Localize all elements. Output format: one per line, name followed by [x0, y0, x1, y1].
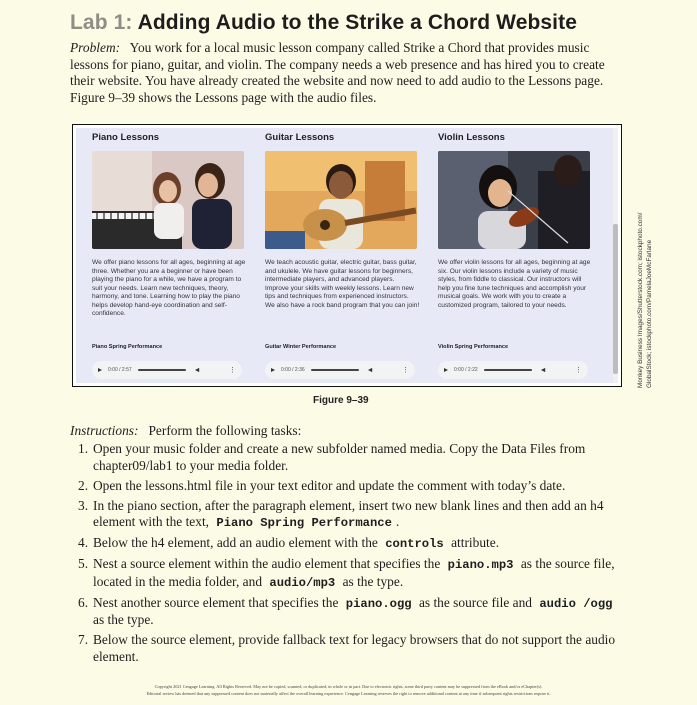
step-text [93, 478, 618, 495]
volume-icon[interactable]: ◄ [193, 366, 201, 374]
step-number: 4. [78, 535, 89, 551]
step-text-part: attribute. [451, 535, 500, 551]
performance-heading: Piano Spring Performance [92, 344, 163, 350]
step-item [78, 595, 618, 629]
step-number: 1. [78, 441, 89, 456]
step-text-part: as the source file, located in the media folder, and [93, 556, 615, 589]
step-text-part: as the type. [93, 612, 154, 628]
step-number: 7. [78, 632, 89, 648]
step-text-part: Nest another source element that specifies the [93, 594, 339, 610]
volume-icon[interactable]: ◄ [539, 366, 547, 374]
step-text-part: as the type. [342, 573, 404, 589]
step-text-part: Below the source element, provide fallback text for legacy browsers that do not support the audio element. [93, 632, 616, 664]
step-item [78, 556, 618, 591]
step-text [93, 556, 618, 591]
step-item [78, 498, 618, 532]
step-number: 3. [78, 497, 89, 513]
code-snippet: audio /ogg [539, 596, 613, 611]
step-text [93, 632, 618, 665]
scrollbar[interactable] [613, 128, 618, 383]
step-text-part: Open the lessons.html file in your text editor and update the comment with today’s date. [93, 477, 566, 493]
scrollbar-thumb[interactable] [613, 224, 618, 374]
performance-heading: Guitar Winter Performance [265, 344, 337, 350]
violin-lesson-photo [438, 151, 590, 249]
code-snippet: piano.mp3 [447, 558, 514, 573]
guitar-lesson-photo [265, 151, 417, 249]
audio-progress-track[interactable] [311, 369, 359, 371]
figure-screenshot [72, 124, 622, 387]
step-text-part: In the piano section, after the paragraph element, insert two new blank lines and then add an h4 element with the text, [93, 497, 604, 530]
step-text [93, 595, 618, 629]
instructions-text: Perform the following tasks: [148, 423, 302, 438]
photo-credit [637, 168, 654, 388]
section-description: We teach acoustic guitar, electric guitar, bass guitar, and ukulele. We have guitar lessons for beginners, intermediate players, and advanced players. Improve your skills with weekly lessons. Learn new tips and techniques from experienced instructors. We also have a rock band program that you can join! [265, 259, 420, 309]
step-text-part: as the source file and [418, 594, 532, 610]
play-icon[interactable] [271, 368, 275, 372]
step-text-part: Below the h4 element, add an audio element with the [93, 535, 378, 551]
section-heading: Violin Lessons [438, 132, 505, 143]
guitar-lessons-section [265, 128, 420, 383]
lab-number: Lab 1: [70, 11, 133, 34]
audio-time: 0:00 / 2:57 [108, 367, 132, 373]
audio-time: 0:00 / 2:22 [454, 367, 478, 373]
play-icon[interactable] [444, 368, 448, 372]
audio-player[interactable] [265, 361, 415, 379]
step-text [93, 441, 618, 474]
instruction-steps [78, 441, 618, 669]
more-options-icon[interactable]: ⋮ [575, 366, 582, 374]
problem-text: You work for a local music lesson company called Strike a Chord that provides music lessons for piano, guitar, and violin. The company needs a web presence and has hired you to create their website. You have already created the website and now need to add audio to the Lessons page. Figure 9–39 shows the Lessons page with the audio files. [70, 40, 605, 105]
step-text-part: Nest a source element within the audio element that specifies the [93, 556, 441, 572]
step-text-part: Open your music folder and create a new subfolder named media. Copy the Data Files from chapter09/lab1 to your media folder. [93, 441, 586, 473]
instructions-label: Instructions: [70, 423, 139, 438]
code-snippet: piano.ogg [345, 596, 412, 611]
lab-title [70, 11, 577, 35]
audio-time: 0:00 / 2:36 [281, 367, 305, 373]
piano-lessons-section [92, 128, 247, 383]
step-text [93, 498, 618, 532]
step-item [78, 632, 618, 665]
figure-caption: Figure 9–39 [313, 395, 369, 406]
more-options-icon[interactable]: ⋮ [229, 366, 236, 374]
audio-player[interactable] [438, 361, 588, 379]
code-snippet: controls [385, 537, 444, 552]
section-heading: Piano Lessons [92, 132, 160, 143]
section-description: We offer violin lessons for all ages, beginning at age six. Our violin lessons include a variety of music styles, from fiddle to classical. Our instructors will help you fine tune techniques and accomplish your musical goals. We work with you to create a customized program, tailored to your needs. [438, 259, 591, 309]
code-snippet: audio/mp3 [269, 575, 336, 590]
step-text [93, 535, 618, 553]
credit-line: Monkey Business Images/Shutterstock.com; istockphoto.com/ [637, 212, 644, 388]
problem-label: Problem: [70, 40, 121, 55]
play-icon[interactable] [98, 368, 102, 372]
instructions-intro [70, 423, 301, 439]
code-snippet: Piano Spring Performance [216, 516, 392, 531]
section-heading: Guitar Lessons [265, 132, 335, 143]
performance-heading: Violin Spring Performance [438, 344, 509, 350]
credit-line: GlobalStock; istockphoto.com/PamelaJoeMcFarlane [645, 239, 653, 388]
problem-statement [70, 40, 630, 106]
step-item [78, 535, 618, 553]
copyright-line: Editorial review has deemed that any suppressed content does not materially affect the overall learning experience. Cengage Learning reserves the right to remove additional content at any time if subsequent rights restrictions require it. [146, 690, 551, 696]
lab-name: Adding Audio to the Strike a Chord Website [137, 11, 577, 34]
copyright-footer [0, 684, 697, 697]
violin-lessons-section [438, 128, 593, 383]
volume-icon[interactable]: ◄ [366, 366, 374, 374]
section-description: We offer piano lessons for all ages, beginning at age three. Whether you are a beginner or have been playing the piano for a while, we have a program to suit your needs. Learn new techniques, theory, harmony, and tone. Learning how to play the piano helps develop hand-eye coordination and self-confidence. [92, 259, 246, 317]
step-item [78, 441, 618, 474]
step-text-part: . [395, 514, 400, 530]
piano-lesson-photo [92, 151, 244, 249]
more-options-icon[interactable]: ⋮ [402, 366, 409, 374]
audio-progress-track[interactable] [484, 369, 532, 371]
copyright-line: Copyright 2021 Cengage Learning. All Rights Reserved. May not be copied, scanned, or duplicated, in whole or in part. Due to electronic rights, some third party content may be suppressed from the eBook and/or eChapter(s). [154, 684, 543, 689]
step-number: 5. [78, 556, 89, 572]
step-item [78, 478, 618, 495]
audio-progress-track[interactable] [138, 369, 186, 371]
step-number: 6. [78, 594, 89, 610]
audio-player[interactable] [92, 361, 242, 379]
lessons-page-screenshot [76, 128, 618, 383]
step-number: 2. [78, 477, 89, 493]
